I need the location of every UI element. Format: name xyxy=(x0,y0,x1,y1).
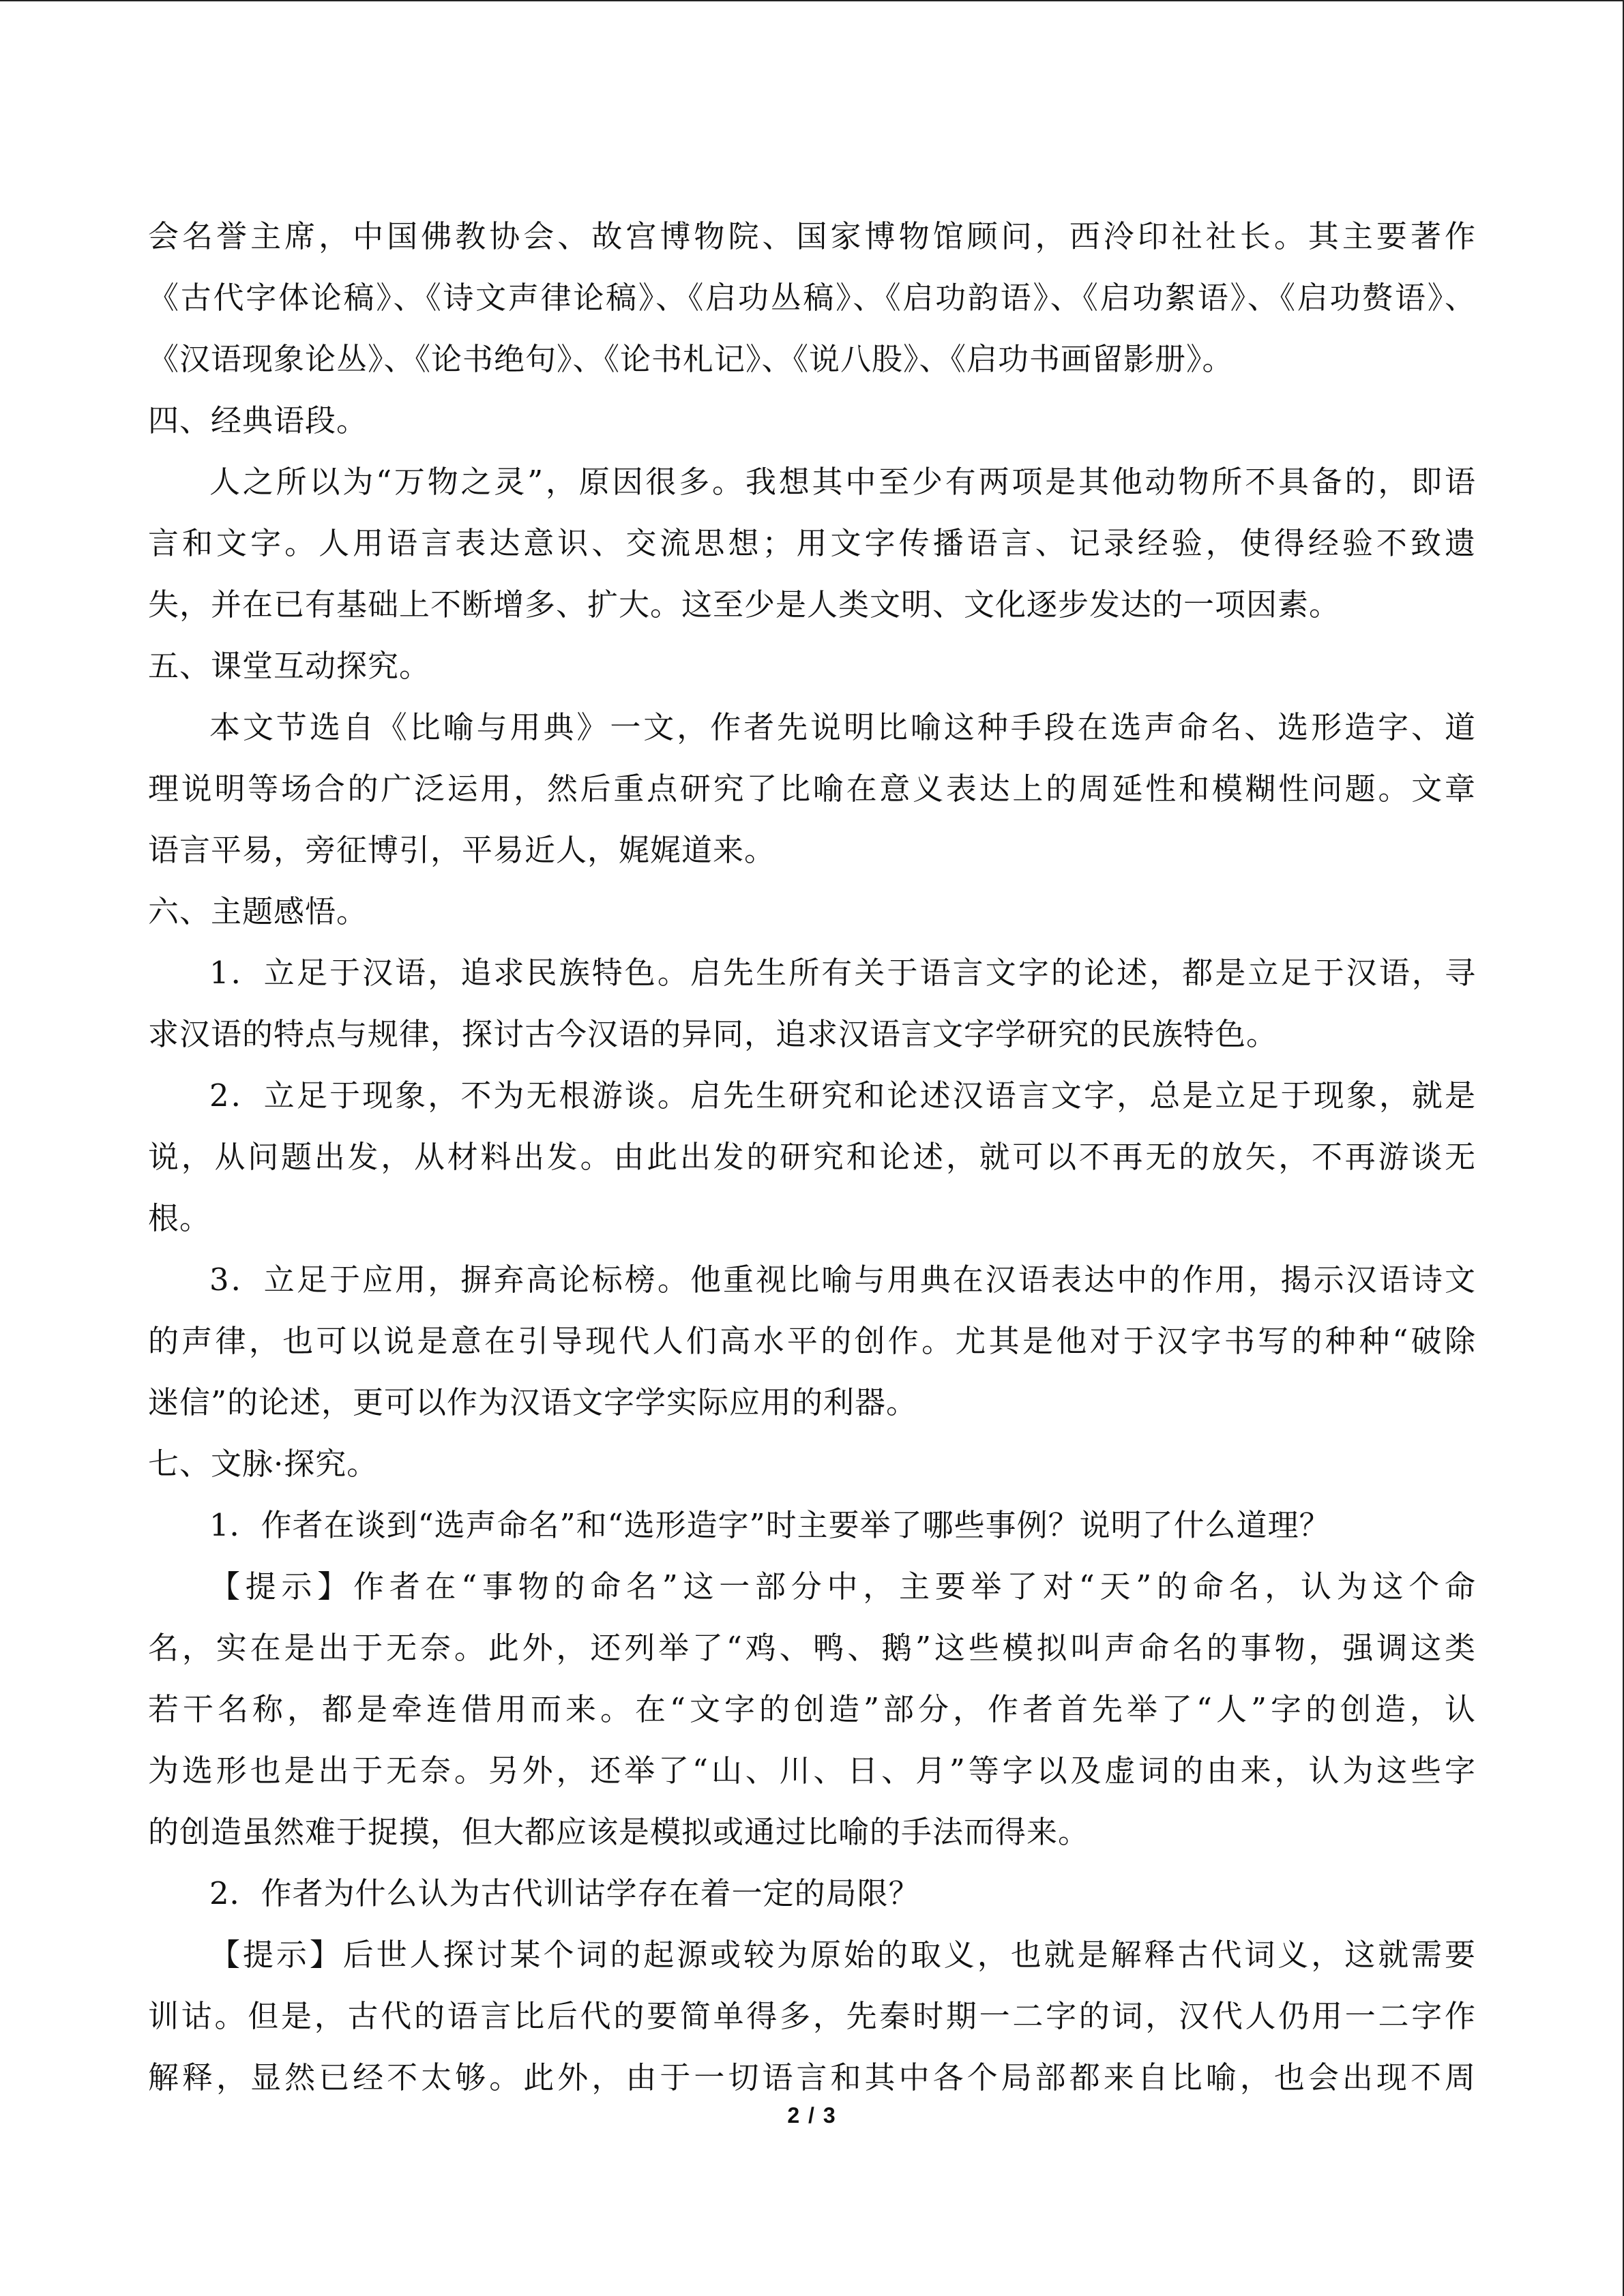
text-line: 的创造虽然难于捉摸，但大都应该是模拟或通过比喻的手法而得来。 xyxy=(148,1814,1090,1850)
text-line: 名，实在是出于无奈。此外，还列举了“鸡、鸭、鹅”这些模拟叫声命名的事物，强调这类 xyxy=(148,1630,1476,1666)
question-line: 1．作者在谈到“选声命名”和“选形造字”时主要举了哪些事例？说明了什么道理？ xyxy=(209,1507,1331,1543)
section-heading: 四、经典语段。 xyxy=(148,402,368,438)
text-line: 人之所以为“万物之灵”，原因很多。我想其中至少有两项是其他动物所不具备的，即语 xyxy=(209,464,1476,500)
section-heading: 五、课堂互动探究。 xyxy=(148,648,431,684)
text-line: 说，从问题出发，从材料出发。由此出发的研究和论述，就可以不再无的放矢，不再游谈无 xyxy=(148,1139,1476,1175)
text-line: 3．立足于应用，摒弃高论标榜。他重视比喻与用典在汉语表达中的作用，揭示汉语诗文 xyxy=(209,1262,1476,1298)
text-line: 失，并在已有基础上不断增多、扩大。这至少是人类文明、文化逐步发达的一项因素。 xyxy=(148,586,1341,623)
document-body xyxy=(148,206,1476,2108)
text-line: 为选形也是出于无奈。另外，还举了“山、川、日、月”等字以及虚词的由来，认为这些字 xyxy=(148,1753,1476,1789)
text-line: 本文节选自《比喻与用典》一文，作者先说明比喻这种手段在选声命名、选形造字、道 xyxy=(209,709,1476,745)
hint-line: 【提示】作者在“事物的命名”这一部分中，主要举了对“天”的命名，认为这个命 xyxy=(209,1568,1476,1605)
text-line: 的声律，也可以说是意在引导现代人们高水平的创作。尤其是他对于汉字书写的种种“破除 xyxy=(148,1323,1476,1359)
section-heading: 七、文脉·探究。 xyxy=(148,1446,379,1482)
section-heading: 六、主题感悟。 xyxy=(148,893,368,929)
text-line: 训诂。但是，古代的语言比后代的要简单得多，先秦时期一二字的词，汉代人仍用一二字作 xyxy=(148,1998,1476,2034)
text-line: 会名誉主席，中国佛教协会、故宫博物院、国家博物馆顾问，西泠印社社长。其主要著作 xyxy=(148,218,1476,254)
text-line: 语言平易，旁征博引，平易近人，娓娓道来。 xyxy=(148,832,776,868)
text-line: 迷信”的论述，更可以作为汉语文字学实际应用的利器。 xyxy=(148,1384,918,1420)
text-line: 1．立足于汉语，追求民族特色。启先生所有关于语言文字的论述，都是立足于汉语，寻 xyxy=(209,955,1476,991)
question-line: 2．作者为什么认为古代训诂学存在着一定的局限？ xyxy=(209,1875,920,1911)
text-line: 解释，显然已经不太够。此外，由于一切语言和其中各个局部都来自比喻，也会出现不周 xyxy=(148,2059,1476,2096)
text-line: 言和文字。人用语言表达意识、交流思想；用文字传播语言、记录经验，使得经验不致遗 xyxy=(148,525,1476,561)
text-line: 求汉语的特点与规律，探讨古今汉语的异同，追求汉语言文字学研究的民族特色。 xyxy=(148,1016,1278,1052)
text-line: 2．立足于现象，不为无根游谈。启先生研究和论述汉语言文字，总是立足于现象，就是 xyxy=(209,1077,1476,1114)
page-number: 2 / 3 xyxy=(787,2103,837,2128)
text-line: 若干名称，都是牵连借用而来。在“文字的创造”部分，作者首先举了“人”字的创造，认 xyxy=(148,1691,1476,1727)
text-line: 《古代字体论稿》、《诗文声律论稿》、《启功丛稿》、《启功韵语》、《启功絮语》、《启功赘语》、 xyxy=(148,280,1476,316)
hint-line: 【提示】后世人探讨某个词的起源或较为原始的取义，也就是解释古代词义，这就需要 xyxy=(209,1937,1476,1973)
text-line: 理说明等场合的广泛运用，然后重点研究了比喻在意义表达上的周延性和模糊性问题。文章 xyxy=(148,771,1476,807)
text-line: 根。 xyxy=(148,1200,211,1236)
text-line: 《汉语现象论丛》、《论书绝句》、《论书札记》、《说八股》、《启功书画留影册》。 xyxy=(148,341,1234,377)
